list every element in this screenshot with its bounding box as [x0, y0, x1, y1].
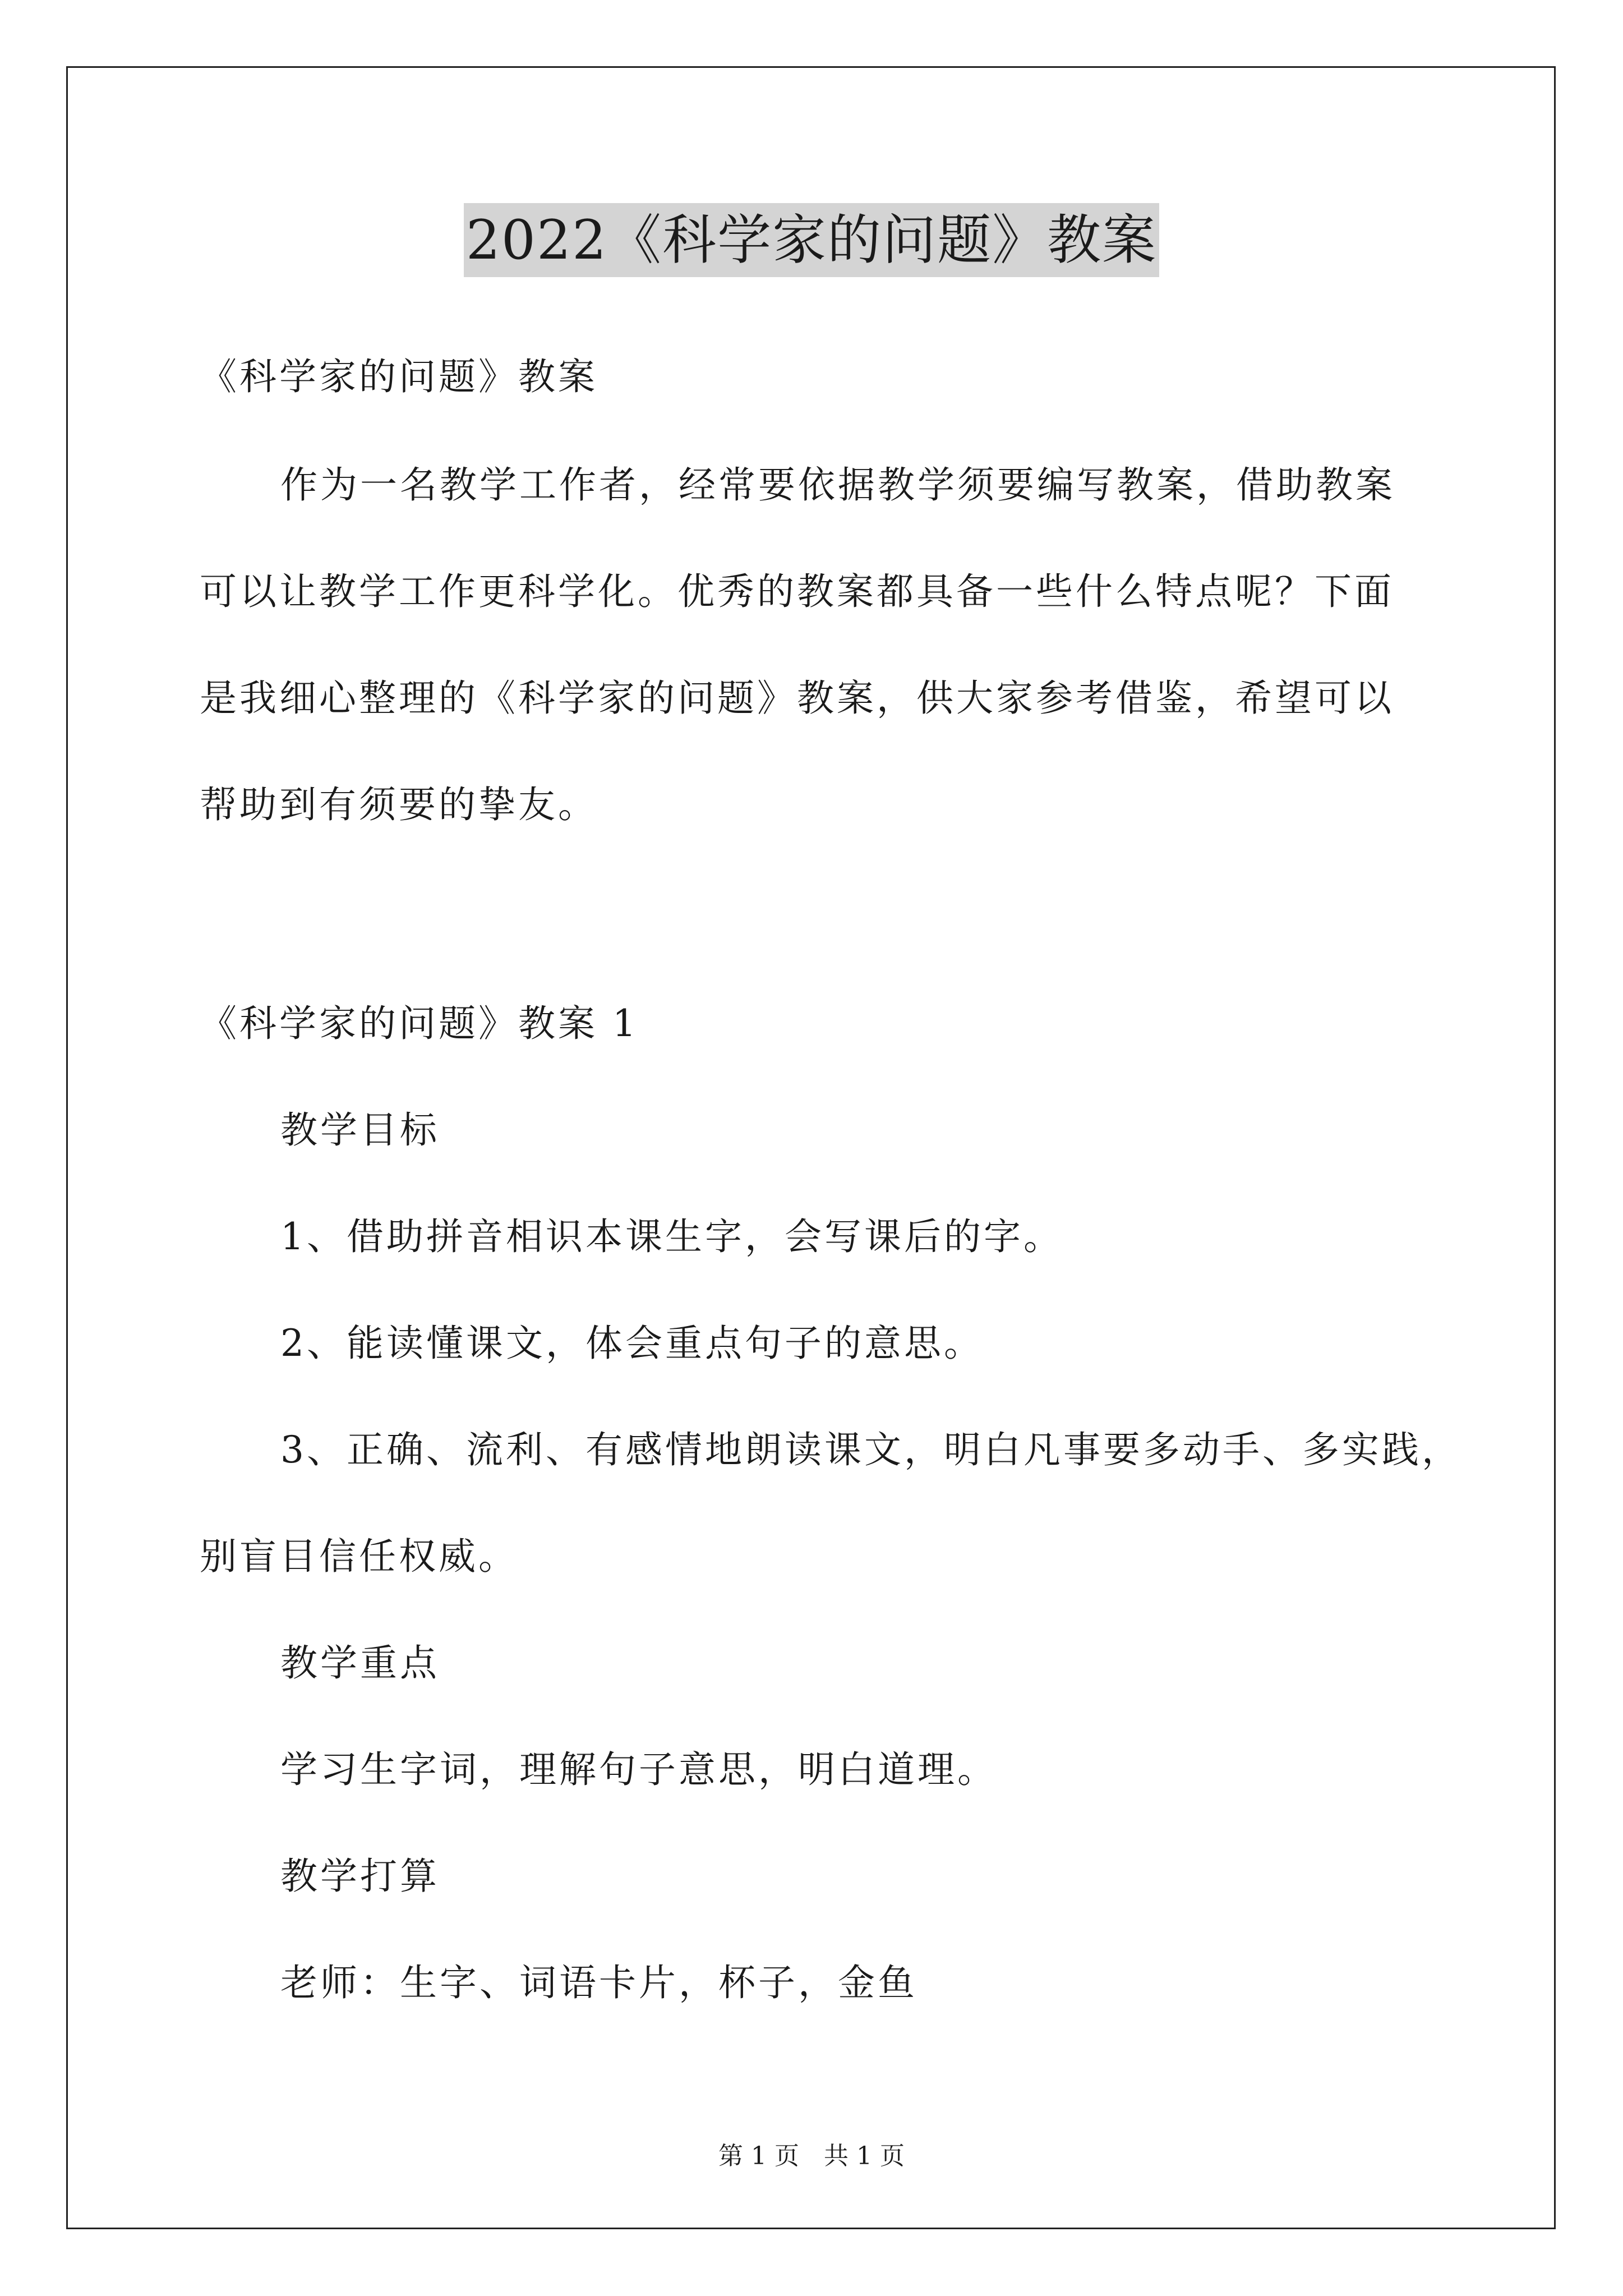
intro-line-3: 是我细心整理的《科学家的问题》教案，供大家参考借鉴，希望可以 [200, 677, 1394, 720]
focus-heading: 教学重点 [280, 1641, 440, 1685]
goals-heading: 教学目标 [280, 1108, 440, 1152]
intro-line-2: 可以让教学工作更科学化。优秀的教案都具备一些什么特点呢？下面 [200, 570, 1394, 613]
title-container [0, 203, 1623, 277]
goal-item-2: 2、能读懂课文，体会重点句子的意思。 [280, 1322, 984, 1365]
goal-item-3-line-1: 3、正确、流利、有感情地朗读课文，明白凡事要多动手、多实践， [280, 1428, 1461, 1471]
intro-line-1: 作为一名教学工作者，经常要依据教学须要编写教案，借助教案 [280, 463, 1395, 507]
section-title: 《科学家的问题》教案 1 [200, 1002, 639, 1045]
prep-text: 老师：生字、词语卡片，杯子，金鱼 [280, 1961, 917, 2004]
goal-item-1: 1、借助拼音相识本课生字，会写课后的字。 [280, 1215, 1063, 1258]
page-footer [0, 2139, 1623, 2173]
intro-line-4: 帮助到有须要的挚友。 [200, 783, 598, 826]
goal-item-3-line-2: 别盲目信任权威。 [200, 1535, 518, 1578]
document-subtitle: 《科学家的问题》教案 [200, 355, 598, 398]
page-total: 共 1 页 [824, 2142, 905, 2170]
page-number: 第 1 页 [718, 2142, 799, 2170]
focus-text: 学习生字词，理解句子意思，明白道理。 [280, 1748, 997, 1791]
prep-heading: 教学打算 [280, 1855, 440, 1898]
document-title: 2022《科学家的问题》教案 [464, 203, 1159, 277]
